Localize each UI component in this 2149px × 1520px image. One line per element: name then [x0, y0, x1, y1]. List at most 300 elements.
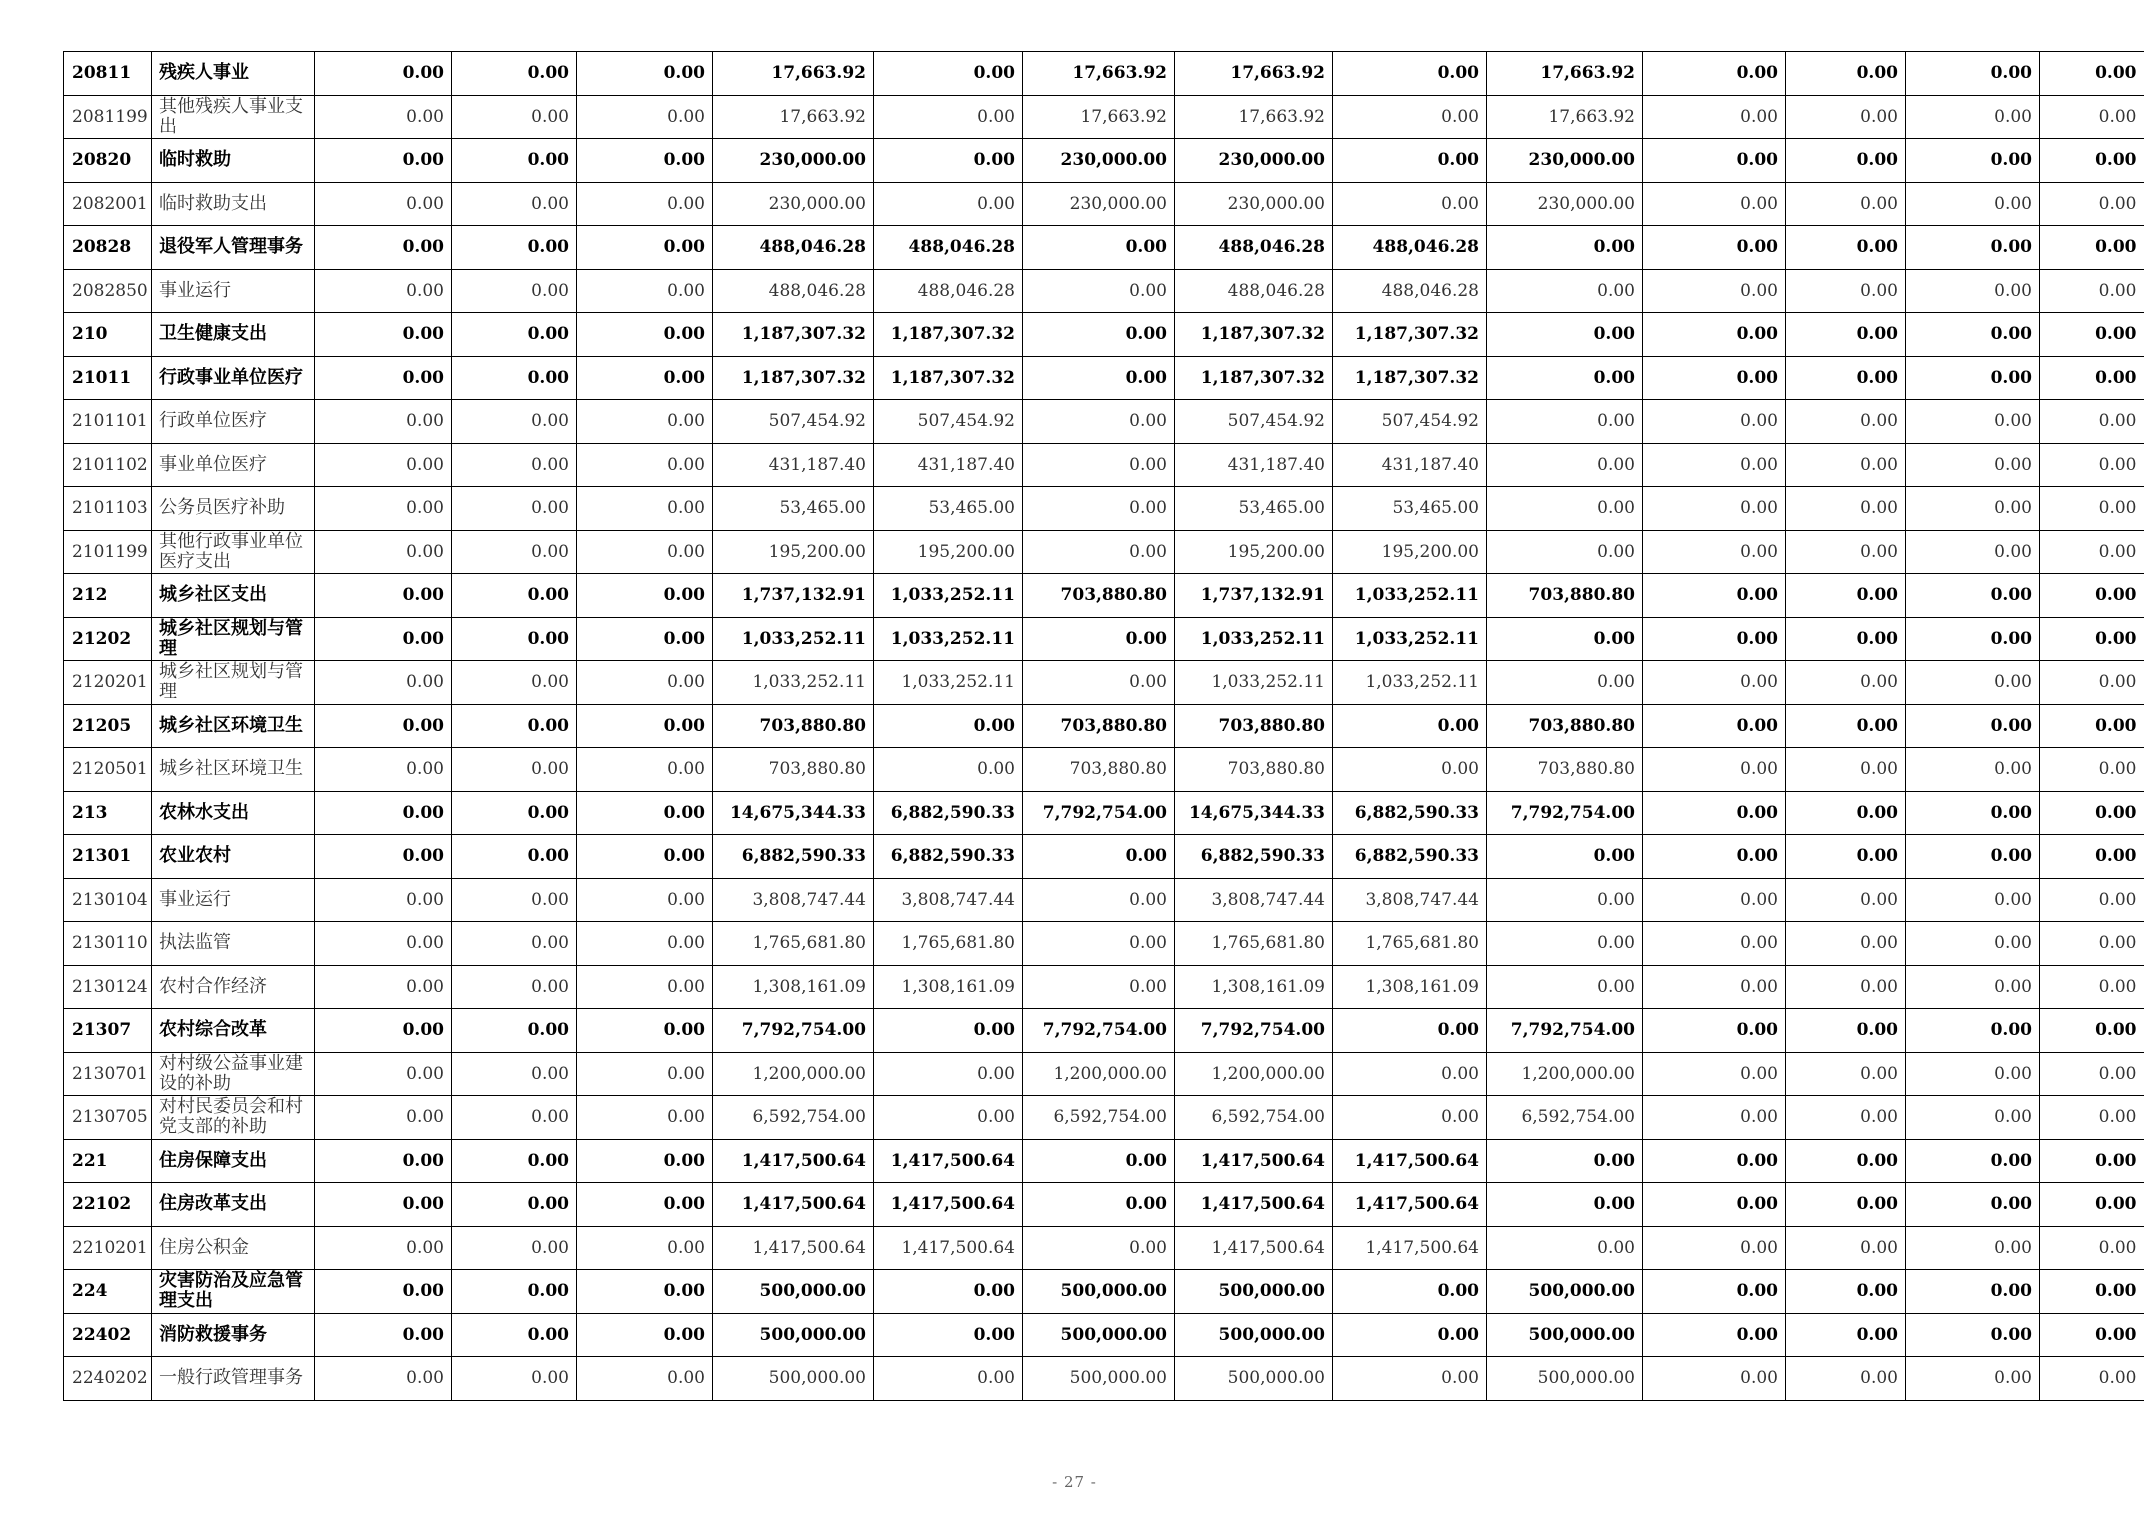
amount-cell: 0.00: [577, 95, 713, 139]
amount-cell: 6,592,754.00: [1023, 1096, 1175, 1140]
amount-cell: 230,000.00: [713, 139, 874, 183]
amount-cell: 0.00: [1906, 1009, 2040, 1053]
amount-cell: 0.00: [1786, 313, 1906, 357]
amount-cell: 230,000.00: [1023, 182, 1175, 226]
amount-cell: 431,187.40: [1333, 443, 1487, 487]
amount-cell: 1,765,681.80: [874, 922, 1023, 966]
amount-cell: 0.00: [1906, 748, 2040, 792]
amount-cell: 0.00: [1487, 226, 1643, 270]
amount-cell: 0.00: [1786, 574, 1906, 618]
amount-cell: 3,808,747.44: [1175, 878, 1333, 922]
amount-cell: 0.00: [315, 52, 452, 96]
budget-table: [63, 51, 2144, 1401]
table-row: [64, 530, 2144, 574]
amount-cell: 0.00: [1643, 1052, 1786, 1096]
amount-cell: 0.00: [315, 1313, 452, 1357]
amount-cell: 0.00: [1023, 530, 1175, 574]
amount-cell: 0.00: [1786, 1052, 1906, 1096]
subject-code-cell: 21011: [64, 356, 152, 400]
amount-cell: 0.00: [1487, 356, 1643, 400]
amount-cell: 1,187,307.32: [1333, 356, 1487, 400]
amount-cell: 0.00: [1643, 1270, 1786, 1314]
amount-cell: 0.00: [2040, 95, 2144, 139]
table-row-subtotal: [64, 574, 2144, 618]
amount-cell: 0.00: [1643, 1226, 1786, 1270]
amount-cell: 703,880.80: [713, 748, 874, 792]
amount-cell: 0.00: [1906, 661, 2040, 705]
amount-cell: 703,880.80: [1175, 704, 1333, 748]
amount-cell: 1,033,252.11: [874, 617, 1023, 661]
amount-cell: 0.00: [1333, 748, 1487, 792]
amount-cell: 703,880.80: [1487, 748, 1643, 792]
amount-cell: 0.00: [577, 704, 713, 748]
amount-cell: 1,417,500.64: [1175, 1183, 1333, 1227]
amount-cell: 0.00: [577, 356, 713, 400]
amount-cell: 0.00: [315, 1096, 452, 1140]
amount-cell: 0.00: [1023, 835, 1175, 879]
amount-cell: 0.00: [1333, 1096, 1487, 1140]
amount-cell: 0.00: [315, 574, 452, 618]
amount-cell: 1,187,307.32: [874, 356, 1023, 400]
amount-cell: 0.00: [315, 791, 452, 835]
amount-cell: 1,417,500.64: [1175, 1139, 1333, 1183]
amount-cell: 53,465.00: [874, 487, 1023, 531]
amount-cell: 0.00: [1906, 1139, 2040, 1183]
amount-cell: 0.00: [1786, 182, 1906, 226]
amount-cell: 17,663.92: [1175, 95, 1333, 139]
amount-cell: 0.00: [315, 487, 452, 531]
amount-cell: 195,200.00: [1175, 530, 1333, 574]
amount-cell: 0.00: [1487, 400, 1643, 444]
amount-cell: 0.00: [2040, 878, 2144, 922]
amount-cell: 431,187.40: [1175, 443, 1333, 487]
amount-cell: 0.00: [1786, 704, 1906, 748]
amount-cell: 0.00: [1643, 487, 1786, 531]
amount-cell: 0.00: [2040, 617, 2144, 661]
amount-cell: 0.00: [1487, 1226, 1643, 1270]
amount-cell: 6,882,590.33: [1333, 791, 1487, 835]
subject-name-cell: 一般行政管理事务: [152, 1357, 315, 1401]
subject-code-cell: 2240202: [64, 1357, 152, 1401]
amount-cell: 0.00: [1906, 269, 2040, 313]
amount-cell: 1,308,161.09: [874, 965, 1023, 1009]
amount-cell: 0.00: [874, 1270, 1023, 1314]
subject-code-cell: 2101103: [64, 487, 152, 531]
subject-code-cell: 2210201: [64, 1226, 152, 1270]
subject-name-cell: 行政事业单位医疗: [152, 356, 315, 400]
subject-code-cell: 21307: [64, 1009, 152, 1053]
amount-cell: 0.00: [1786, 443, 1906, 487]
amount-cell: 0.00: [2040, 182, 2144, 226]
amount-cell: 507,454.92: [713, 400, 874, 444]
amount-cell: 0.00: [1643, 356, 1786, 400]
amount-cell: 0.00: [2040, 1009, 2144, 1053]
amount-cell: 0.00: [1023, 313, 1175, 357]
subject-code-cell: 21205: [64, 704, 152, 748]
table-row-subtotal: [64, 791, 2144, 835]
subject-code-cell: 22402: [64, 1313, 152, 1357]
amount-cell: 0.00: [452, 356, 577, 400]
amount-cell: 0.00: [315, 400, 452, 444]
amount-cell: 0.00: [315, 139, 452, 183]
amount-cell: 0.00: [1906, 400, 2040, 444]
amount-cell: 0.00: [1023, 487, 1175, 531]
amount-cell: 0.00: [1643, 1139, 1786, 1183]
amount-cell: 0.00: [1487, 313, 1643, 357]
amount-cell: 0.00: [577, 1226, 713, 1270]
amount-cell: 500,000.00: [1487, 1357, 1643, 1401]
amount-cell: 0.00: [1643, 835, 1786, 879]
subject-name-cell: 对村民委员会和村党支部的补助: [152, 1096, 315, 1140]
amount-cell: 0.00: [577, 1139, 713, 1183]
amount-cell: 0.00: [1906, 965, 2040, 1009]
amount-cell: 0.00: [1786, 1270, 1906, 1314]
subject-name-cell: 残疾人事业: [152, 52, 315, 96]
amount-cell: 0.00: [315, 1052, 452, 1096]
amount-cell: 0.00: [1786, 1357, 1906, 1401]
amount-cell: 703,880.80: [1023, 748, 1175, 792]
amount-cell: 1,187,307.32: [713, 356, 874, 400]
amount-cell: 0.00: [315, 1009, 452, 1053]
amount-cell: 0.00: [874, 1009, 1023, 1053]
amount-cell: 500,000.00: [713, 1313, 874, 1357]
amount-cell: 0.00: [1643, 704, 1786, 748]
amount-cell: 0.00: [1906, 1052, 2040, 1096]
amount-cell: 195,200.00: [1333, 530, 1487, 574]
amount-cell: 0.00: [315, 1183, 452, 1227]
amount-cell: 0.00: [1786, 748, 1906, 792]
amount-cell: 488,046.28: [713, 226, 874, 270]
amount-cell: 0.00: [315, 443, 452, 487]
amount-cell: 0.00: [452, 1052, 577, 1096]
amount-cell: 1,765,681.80: [1333, 922, 1487, 966]
amount-cell: 17,663.92: [713, 95, 874, 139]
subject-name-cell: 行政单位医疗: [152, 400, 315, 444]
amount-cell: 0.00: [1023, 356, 1175, 400]
subject-name-cell: 消防救援事务: [152, 1313, 315, 1357]
subject-name-cell: 城乡社区环境卫生: [152, 704, 315, 748]
amount-cell: 0.00: [577, 617, 713, 661]
amount-cell: 0.00: [1906, 226, 2040, 270]
amount-cell: 0.00: [1643, 1183, 1786, 1227]
subject-name-cell: 公务员医疗补助: [152, 487, 315, 531]
amount-cell: 3,808,747.44: [1333, 878, 1487, 922]
amount-cell: 6,592,754.00: [1487, 1096, 1643, 1140]
table-row-subtotal: [64, 835, 2144, 879]
subject-code-cell: 2081199: [64, 95, 152, 139]
amount-cell: 230,000.00: [1175, 182, 1333, 226]
amount-cell: 0.00: [1023, 1226, 1175, 1270]
amount-cell: 0.00: [315, 965, 452, 1009]
amount-cell: 0.00: [1786, 52, 1906, 96]
amount-cell: 0.00: [1487, 443, 1643, 487]
amount-cell: 0.00: [2040, 704, 2144, 748]
amount-cell: 0.00: [2040, 139, 2144, 183]
amount-cell: 0.00: [1906, 574, 2040, 618]
subject-name-cell: 退役军人管理事务: [152, 226, 315, 270]
subject-name-cell: 城乡社区规划与管理: [152, 661, 315, 705]
amount-cell: 0.00: [577, 1096, 713, 1140]
amount-cell: 0.00: [315, 704, 452, 748]
amount-cell: 0.00: [315, 1226, 452, 1270]
amount-cell: 1,033,252.11: [713, 661, 874, 705]
amount-cell: 0.00: [1333, 139, 1487, 183]
amount-cell: 0.00: [577, 1183, 713, 1227]
amount-cell: 17,663.92: [1175, 52, 1333, 96]
amount-cell: 0.00: [577, 269, 713, 313]
amount-cell: 0.00: [1487, 922, 1643, 966]
amount-cell: 0.00: [2040, 52, 2144, 96]
amount-cell: 0.00: [1906, 530, 2040, 574]
amount-cell: 1,417,500.64: [713, 1183, 874, 1227]
amount-cell: 0.00: [577, 52, 713, 96]
amount-cell: 0.00: [874, 95, 1023, 139]
amount-cell: 1,417,500.64: [874, 1139, 1023, 1183]
amount-cell: 0.00: [1643, 748, 1786, 792]
table-row-subtotal: [64, 313, 2144, 357]
amount-cell: 0.00: [1643, 574, 1786, 618]
subject-name-cell: 卫生健康支出: [152, 313, 315, 357]
amount-cell: 0.00: [1906, 791, 2040, 835]
amount-cell: 7,792,754.00: [1175, 1009, 1333, 1053]
amount-cell: 0.00: [1786, 1096, 1906, 1140]
amount-cell: 0.00: [1906, 878, 2040, 922]
amount-cell: 0.00: [315, 1357, 452, 1401]
subject-code-cell: 21202: [64, 617, 152, 661]
amount-cell: 0.00: [1023, 226, 1175, 270]
table-row-subtotal: [64, 52, 2144, 96]
amount-cell: 0.00: [1906, 1270, 2040, 1314]
subject-name-cell: 灾害防治及应急管理支出: [152, 1270, 315, 1314]
amount-cell: 0.00: [315, 1270, 452, 1314]
amount-cell: 0.00: [452, 704, 577, 748]
amount-cell: 0.00: [1023, 661, 1175, 705]
subject-name-cell: 事业单位医疗: [152, 443, 315, 487]
table-row: [64, 269, 2144, 313]
subject-code-cell: 2101199: [64, 530, 152, 574]
amount-cell: 0.00: [1786, 400, 1906, 444]
table-row-subtotal: [64, 139, 2144, 183]
table-row: [64, 965, 2144, 1009]
amount-cell: 0.00: [2040, 1139, 2144, 1183]
subject-name-cell: 农林水支出: [152, 791, 315, 835]
amount-cell: 488,046.28: [1175, 269, 1333, 313]
table-row-subtotal: [64, 1313, 2144, 1357]
amount-cell: 0.00: [1487, 835, 1643, 879]
subject-name-cell: 住房保障支出: [152, 1139, 315, 1183]
amount-cell: 507,454.92: [1175, 400, 1333, 444]
amount-cell: 0.00: [1023, 1139, 1175, 1183]
amount-cell: 0.00: [1333, 1270, 1487, 1314]
amount-cell: 0.00: [577, 182, 713, 226]
table-row-subtotal: [64, 226, 2144, 270]
amount-cell: 53,465.00: [713, 487, 874, 531]
amount-cell: 0.00: [1786, 1139, 1906, 1183]
amount-cell: 0.00: [1643, 52, 1786, 96]
amount-cell: 0.00: [315, 356, 452, 400]
amount-cell: 14,675,344.33: [1175, 791, 1333, 835]
subject-code-cell: 2130110: [64, 922, 152, 966]
amount-cell: 0.00: [1023, 922, 1175, 966]
amount-cell: 0.00: [315, 661, 452, 705]
table-row-subtotal: [64, 356, 2144, 400]
amount-cell: 1,417,500.64: [1333, 1226, 1487, 1270]
amount-cell: 6,882,590.33: [1333, 835, 1487, 879]
amount-cell: 0.00: [2040, 574, 2144, 618]
amount-cell: 0.00: [1333, 52, 1487, 96]
amount-cell: 0.00: [1786, 661, 1906, 705]
amount-cell: 0.00: [1906, 1357, 2040, 1401]
amount-cell: 1,765,681.80: [713, 922, 874, 966]
amount-cell: 0.00: [1643, 313, 1786, 357]
amount-cell: 0.00: [315, 226, 452, 270]
amount-cell: 7,792,754.00: [1487, 791, 1643, 835]
amount-cell: 195,200.00: [874, 530, 1023, 574]
subject-name-cell: 事业运行: [152, 269, 315, 313]
amount-cell: 0.00: [1643, 1096, 1786, 1140]
subject-code-cell: 224: [64, 1270, 152, 1314]
amount-cell: 1,308,161.09: [713, 965, 874, 1009]
amount-cell: 0.00: [452, 139, 577, 183]
amount-cell: 500,000.00: [1023, 1313, 1175, 1357]
amount-cell: 0.00: [577, 835, 713, 879]
amount-cell: 1,737,132.91: [1175, 574, 1333, 618]
subject-code-cell: 2130705: [64, 1096, 152, 1140]
amount-cell: 0.00: [1906, 52, 2040, 96]
amount-cell: 0.00: [1786, 617, 1906, 661]
amount-cell: 0.00: [452, 1139, 577, 1183]
amount-cell: 0.00: [2040, 1096, 2144, 1140]
table-row: [64, 922, 2144, 966]
amount-cell: 488,046.28: [1175, 226, 1333, 270]
amount-cell: 0.00: [577, 965, 713, 1009]
amount-cell: 0.00: [1333, 95, 1487, 139]
amount-cell: 0.00: [2040, 791, 2144, 835]
amount-cell: 0.00: [1786, 835, 1906, 879]
amount-cell: 0.00: [1786, 356, 1906, 400]
amount-cell: 0.00: [1023, 878, 1175, 922]
table-body: [64, 52, 2144, 1401]
table-row-subtotal: [64, 1270, 2144, 1314]
table-row-subtotal: [64, 1183, 2144, 1227]
amount-cell: 0.00: [315, 878, 452, 922]
subject-code-cell: 2130701: [64, 1052, 152, 1096]
amount-cell: 0.00: [1786, 226, 1906, 270]
amount-cell: 0.00: [874, 52, 1023, 96]
subject-code-cell: 20811: [64, 52, 152, 96]
subject-code-cell: 2130124: [64, 965, 152, 1009]
amount-cell: 431,187.40: [874, 443, 1023, 487]
amount-cell: 0.00: [2040, 835, 2144, 879]
subject-code-cell: 2120201: [64, 661, 152, 705]
amount-cell: 1,417,500.64: [874, 1226, 1023, 1270]
amount-cell: 0.00: [1786, 530, 1906, 574]
amount-cell: 0.00: [452, 878, 577, 922]
amount-cell: 488,046.28: [874, 226, 1023, 270]
amount-cell: 0.00: [577, 922, 713, 966]
amount-cell: 0.00: [577, 226, 713, 270]
subject-name-cell: 执法监管: [152, 922, 315, 966]
amount-cell: 1,417,500.64: [1333, 1139, 1487, 1183]
amount-cell: 0.00: [2040, 1313, 2144, 1357]
amount-cell: 703,880.80: [713, 704, 874, 748]
table-row: [64, 1226, 2144, 1270]
amount-cell: 0.00: [1643, 791, 1786, 835]
amount-cell: 1,033,252.11: [1175, 617, 1333, 661]
amount-cell: 0.00: [1487, 878, 1643, 922]
amount-cell: 195,200.00: [713, 530, 874, 574]
table-row: [64, 443, 2144, 487]
amount-cell: 0.00: [1643, 965, 1786, 1009]
amount-cell: 1,187,307.32: [874, 313, 1023, 357]
subject-code-cell: 2082850: [64, 269, 152, 313]
amount-cell: 500,000.00: [713, 1357, 874, 1401]
amount-cell: 0.00: [1023, 965, 1175, 1009]
amount-cell: 1,033,252.11: [874, 661, 1023, 705]
subject-name-cell: 城乡社区规划与管理: [152, 617, 315, 661]
amount-cell: 1,200,000.00: [1023, 1052, 1175, 1096]
amount-cell: 0.00: [874, 1313, 1023, 1357]
amount-cell: 0.00: [874, 704, 1023, 748]
amount-cell: 230,000.00: [1023, 139, 1175, 183]
amount-cell: 0.00: [2040, 1226, 2144, 1270]
amount-cell: 0.00: [1906, 1313, 2040, 1357]
subject-name-cell: 事业运行: [152, 878, 315, 922]
subject-code-cell: 21301: [64, 835, 152, 879]
amount-cell: 1,033,252.11: [874, 574, 1023, 618]
amount-cell: 0.00: [1906, 1226, 2040, 1270]
amount-cell: 0.00: [452, 965, 577, 1009]
amount-cell: 17,663.92: [1023, 52, 1175, 96]
amount-cell: 0.00: [1023, 1183, 1175, 1227]
amount-cell: 0.00: [1786, 791, 1906, 835]
amount-cell: 1,200,000.00: [1487, 1052, 1643, 1096]
table-row-subtotal: [64, 617, 2144, 661]
amount-cell: 0.00: [452, 530, 577, 574]
amount-cell: 0.00: [1643, 443, 1786, 487]
amount-cell: 0.00: [577, 443, 713, 487]
amount-cell: 1,417,500.64: [713, 1226, 874, 1270]
amount-cell: 0.00: [1643, 878, 1786, 922]
amount-cell: 0.00: [452, 182, 577, 226]
amount-cell: 507,454.92: [874, 400, 1023, 444]
amount-cell: 1,187,307.32: [1333, 313, 1487, 357]
subject-name-cell: 临时救助: [152, 139, 315, 183]
subject-code-cell: 2130104: [64, 878, 152, 922]
table-row-subtotal: [64, 1009, 2144, 1053]
subject-code-cell: 221: [64, 1139, 152, 1183]
amount-cell: 0.00: [577, 1270, 713, 1314]
amount-cell: 0.00: [1487, 661, 1643, 705]
amount-cell: 0.00: [452, 791, 577, 835]
table-row: [64, 661, 2144, 705]
amount-cell: 0.00: [2040, 748, 2144, 792]
amount-cell: 17,663.92: [1487, 95, 1643, 139]
amount-cell: 0.00: [452, 226, 577, 270]
subject-name-cell: 城乡社区支出: [152, 574, 315, 618]
amount-cell: 500,000.00: [1023, 1270, 1175, 1314]
subject-name-cell: 农村合作经济: [152, 965, 315, 1009]
amount-cell: 0.00: [874, 182, 1023, 226]
amount-cell: 0.00: [1643, 139, 1786, 183]
amount-cell: 0.00: [1906, 487, 2040, 531]
amount-cell: 431,187.40: [713, 443, 874, 487]
amount-cell: 1,417,500.64: [1333, 1183, 1487, 1227]
amount-cell: 1,417,500.64: [1175, 1226, 1333, 1270]
subject-name-cell: 其他残疾人事业支出: [152, 95, 315, 139]
amount-cell: 6,592,754.00: [1175, 1096, 1333, 1140]
amount-cell: 0.00: [2040, 356, 2144, 400]
